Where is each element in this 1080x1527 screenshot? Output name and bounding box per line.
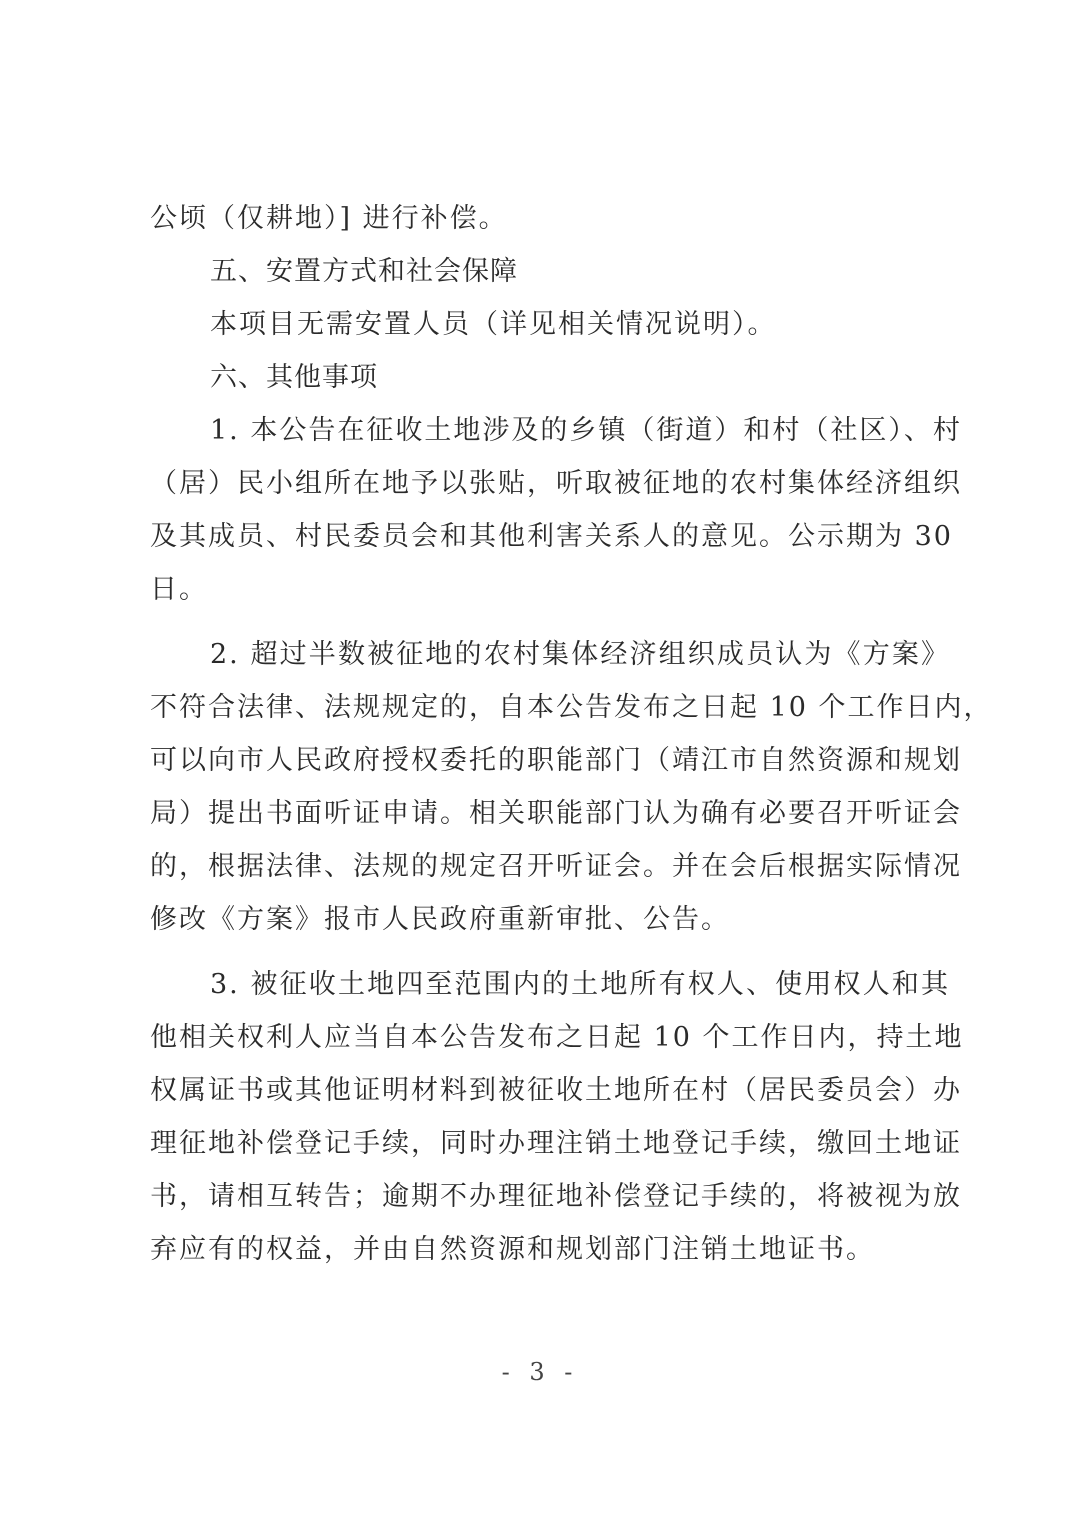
item-2-line: 可以向市人民政府授权委托的职能部门（靖江市自然资源和规划 [150, 745, 962, 776]
item-2-line: 不符合法律、法规规定的，自本公告发布之日起 10 个工作日内， [150, 692, 993, 723]
section-6-heading: 六、其他事项 [210, 362, 378, 393]
item-3-line: 3. 被征收土地四至范围内的土地所有权人、使用权人和其 [210, 969, 950, 1000]
item-2-line: 的，根据法律、法规的规定召开听证会。并在会后根据实际情况 [150, 851, 962, 882]
section-5-heading: 五、安置方式和社会保障 [210, 256, 518, 287]
item-3-paragraph [150, 958, 964, 1276]
item-3-line: 理征地补偿登记手续，同时办理注销土地登记手续，缴回土地证 [150, 1128, 962, 1159]
item-1-line: 日。 [150, 574, 208, 605]
section-5-body: 本项目无需安置人员（详见相关情况说明）。 [210, 309, 777, 340]
item-3-line: 他相关权利人应当自本公告发布之日起 10 个工作日内，持土地 [150, 1022, 964, 1053]
item-3-line: 弃应有的权益，并由自然资源和规划部门注销土地证书。 [150, 1234, 875, 1265]
item-2-line: 局）提出书面听证申请。相关职能部门认为确有必要召开听证会 [150, 798, 962, 829]
document-body [150, 192, 993, 1276]
item-2-paragraph [150, 628, 993, 946]
item-1-line: （居）民小组所在地予以张贴，听取被征地的农村集体经济组织 [150, 468, 962, 499]
item-2-line: 2. 超过半数被征地的农村集体经济组织成员认为《方案》 [210, 639, 950, 670]
page-number: - 3 - [501, 1358, 579, 1386]
item-3-line: 权属证书或其他证明材料到被征收土地所在村（居民委员会）办 [150, 1075, 962, 1106]
item-1-line: 1. 本公告在征收土地涉及的乡镇（街道）和村（社区）、村 [210, 415, 962, 446]
item-2-line: 修改《方案》报市人民政府重新审批、公告。 [150, 904, 730, 935]
continuation-line: 公顷（仅耕地）] 进行补偿。 [150, 203, 508, 234]
item-3-line: 书，请相互转告；逾期不办理征地补偿登记手续的，将被视为放 [150, 1181, 962, 1212]
item-1-paragraph [150, 404, 962, 616]
item-1-line: 及其成员、村民委员会和其他利害关系人的意见。公示期为 30 [150, 521, 953, 552]
